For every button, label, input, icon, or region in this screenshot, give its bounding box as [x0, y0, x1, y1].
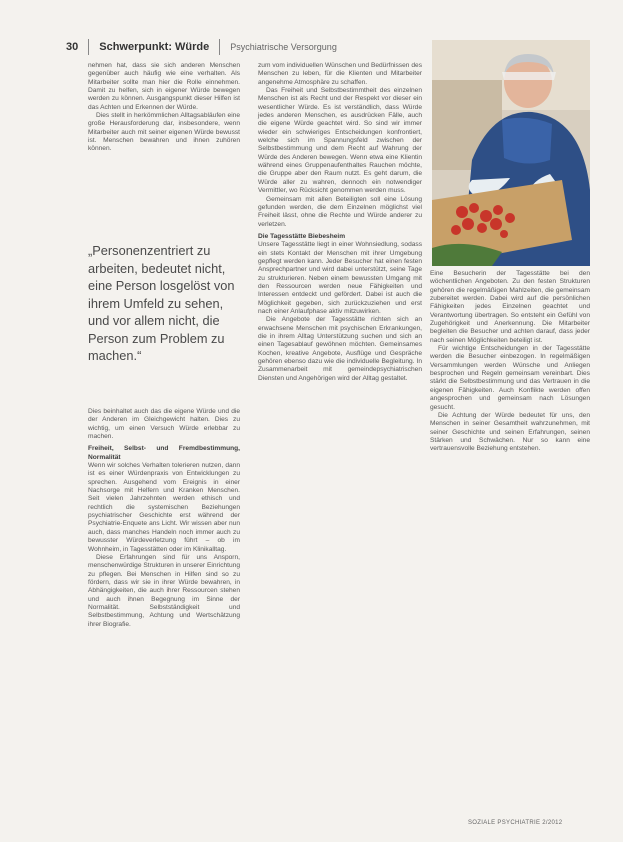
photo-woman-cutting-tomatoes [432, 40, 590, 266]
paragraph: Gemeinsam mit allen Beteiligten soll eine Lösung gefunden werden, die dem Einzelnen möglichst viel Freiheit lässt, ohne die Rechte und Würde anderer zu verletzen. [258, 195, 422, 228]
paragraph: Dies stellt in herkömmlichen Alltagsabläufen eine große Herausforderung dar, insbesondere, wenn Mitarbeiter auch mit seiner eigenen Würde bewusst ist. Menschen bewahren und ihnen zuhören können. [88, 112, 240, 153]
pull-quote: „Personenzentriert zu arbeiten, bedeutet nicht, eine Person losgelöst von ihrem Umfeld zu sehen, und vor allem nicht, die Person zum Problem zu machen.“ [88, 243, 235, 363]
running-header [66, 38, 337, 56]
photo-illustration [432, 40, 590, 266]
paragraph: Die Achtung der Würde bedeutet für uns, den Menschen in seiner Gesamtheit wahrzunehmen, mit seiner Geschichte und seinen Erfahrungen, seinen Stärken und Schwächen. Nur so kann eine vertrauensvolle Beziehung entstehen. [430, 411, 590, 453]
paragraph: Unsere Tagesstätte liegt in einer Wohnsiedlung, sodass ein stets Kontakt der Menschen mit ihrer Umgebung gepflegt werden kann. Jeder Besucher hat einen festen Ansprechpartner und wird dabei unterstützt, seine Tage zu strukturieren. Neben einem bewussten Umgang mit den Ressourcen werden neue Fähigkeiten und Interessen entdeckt und gefördert. Dabei ist auch die Möglichkeit gegeben, sich zurückzuziehen und erst nach einer Anlaufphase aktiv mitzuwirken. [258, 241, 422, 315]
column-1-lower [88, 408, 240, 629]
column-3 [430, 270, 590, 454]
section-title: Schwerpunkt: Würde [99, 41, 210, 53]
paragraph: Das Freiheit und Selbstbestimmtheit des einzelnen Menschen ist als Recht und der Respekt vor dieser ein wesentlicher Würde. Es ist verständlich, dass Würde jedes anderen Menschen, es ausdrücken Fälle, auch die eigene Würde geachtet wird. So sind wir immer wieder ein schwieriges Entscheidungen konfrontiert, welche sich im Spannungsfeld zwischen der Selbstbestimmung und dem Recht auf Wahrung der Würde des Anderen bewegen. Wenn etwa eine Klientin während eines Gruppenaufenthaltes Rauchen möchte, die Gruppe aber den Raum nutzt. Es geht darum, die Würde aller zu wahren, dennoch ein notwendiger Vermittler, wo Rücksicht genommen werden muss. [258, 87, 422, 195]
footer-magazine: SOZIALE PSYCHIATRIE 2/2012 [468, 820, 563, 826]
column-2 [258, 62, 422, 383]
header-divider [219, 39, 220, 55]
paragraph: Eine Besucherin der Tagesstätte bei den wöchentlichen Angeboten. Zu den festen Strukturen gehören die regelmäßigen Mahlzeiten, die gemeinsam zubereitet werden. Dabei wird auf die persönlichen Fähigkeiten jedes Einzelnen geachtet und Verantwortung übertragen. So entsteht ein Gefühl von Zugehörigkeit und Anerkennung. Die Mitarbeiter begleiten die Besucher und achten darauf, dass jeder nach seinen Möglichkeiten beteiligt ist. [430, 270, 590, 344]
header-divider [88, 39, 89, 55]
column-1 [88, 62, 240, 154]
paragraph: nehmen hat, dass sie sich anderen Menschen gegenüber auch häufig wie eine verhalten. Als Mitarbeiter sollte man hier die Rolle einnehmen. Damit zu helfen, sich in eigener Würde bewegen werden zu können. Ausgangspunkt dieser Hilfen ist das Achten und Erkennen der Würde. [88, 62, 240, 111]
page-number: 30 [66, 41, 79, 53]
subsection-title: Psychiatrische Versorgung [230, 42, 337, 52]
paragraph: Diese Erfahrungen sind für uns Ansporn, menschenwürdige Strukturen in unserer Einrichtung zu pflegen. Bei Menschen in Hilfen sind so zu fördern, dass wir sie in ihrer Würde bewahren, in Abhängigkeiten, die auch ihrer Ressourcen stehen und auch ihnen Begegnung im Sinne der Normalität. Selbstständigkeit und Selbstbestimmung, Achtung und Wertschätzung ihrer Biografie. [88, 553, 240, 628]
paragraph: Für wichtige Entscheidungen in der Tagesstätte werden die Besucher einbezogen. In regelmäßigen Versammlungen werden Wünsche und Anliegen besprochen und Regeln gemeinsam vereinbart. Dies stärkt die Selbstbestimmung und das Vertrauen in die eigenen Fähigkeiten. Auch Konflikte werden offen angesprochen und gemeinsam nach Lösungen gesucht. [430, 345, 590, 411]
section-heading: Freiheit, Selbst- und Fremdbestimmung, Normalität [88, 445, 240, 461]
paragraph: Dies beinhaltet auch das die eigene Würde und die der Anderen im Gleichgewicht halten. Dies zu wichtig, um einen Versuch Würde erlebbar zu machen. [88, 408, 240, 441]
section-heading: Die Tagesstätte Biebesheim [258, 232, 346, 240]
paragraph: Die Angebote der Tagesstätte richten sich an erwachsene Menschen mit psychischen Erkrankungen, die in ihrem Alltag Unterstützung suchen und sich an einen Tagesablauf gewöhnen möchten. Gemeinsames Kochen, kreative Angebote, Ausflüge und Gespräche gehören ebenso dazu wie die individuelle Begleitung. In Zusammenarbeit mit gemeindepsychiatrischen Diensten und Angehörigen wird der Alltag gestaltet. [258, 316, 422, 382]
paragraph: zum vom individuellen Wünschen und Bedürfnissen des Menschen zu leben, für die Klienten und Mitarbeiter angenehme Atmosphäre zu schaffen. [258, 62, 422, 86]
paragraph: Wenn wir solches Verhalten tolerieren nutzen, dann ist es einer Würdenpraxis von Entwicklungen zu sprechen. Ausgehend vom Ereignis in einer Nachsorge mit Helfern und Kranken Menschen. Seit vielen Jahrzehnten werden ethisch und rechtlich die systemischen Beziehungen psychiatrischer Geschichte erst während der Psychiatrie-Enquete ans Licht. Wir wissen aber nun auch, dass manches Handeln noch immer auch zu bewusster Würdeverletzung führt – ob im Wohnheim, in Tagesstätten oder im Klinikalltag. [88, 462, 240, 553]
